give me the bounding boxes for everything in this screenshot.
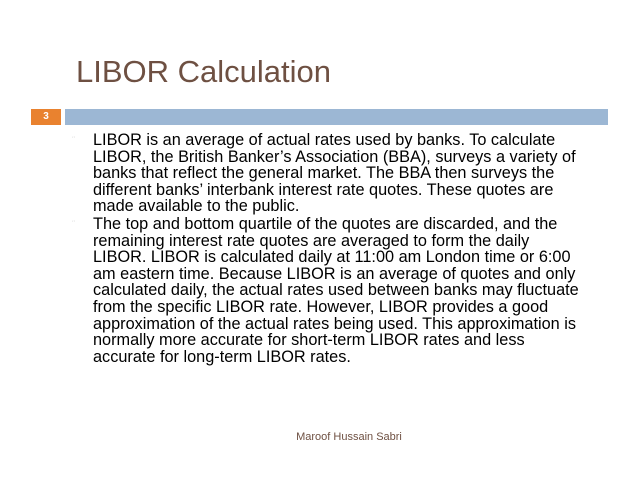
header-bar — [65, 109, 608, 125]
footer-author: Maroof Hussain Sabri — [296, 431, 402, 443]
slide-title: LIBOR Calculation — [76, 54, 332, 89]
bullet-marker-icon: ´´ — [72, 220, 76, 227]
bullet-marker-icon: ´´ — [72, 137, 76, 143]
bullet-text: The top and bottom quartile of the quotes are discarded, and the remaining interest rate quotes are averaged to form the daily LIBOR. LIBOR is calculated daily at 11:00 am London time or 6:00 am eastern time. Because LIBOR is an average of quotes and only calculated daily, the actual rates used between banks may fluctuate from the specific LIBOR rate. However, LIBOR provides a good approximation of the actual rates being used. This approximation is normally more accurate for short-term LIBOR rates and less accurate for long-term LIBOR rates. — [93, 214, 579, 366]
slide-content — [72, 132, 582, 366]
bullet-item — [72, 216, 582, 365]
slide-number-badge: 3 — [31, 109, 61, 125]
bullet-text: LIBOR is an average of actual rates used by banks. To calculate LIBOR, the British Banker’s Association (BBA), surveys a variety of banks that reflect the general market. The BBA then surveys the different banks’ interbank interest rate quotes. These quotes are made available to the public. — [93, 131, 576, 216]
bullet-item — [72, 132, 582, 215]
